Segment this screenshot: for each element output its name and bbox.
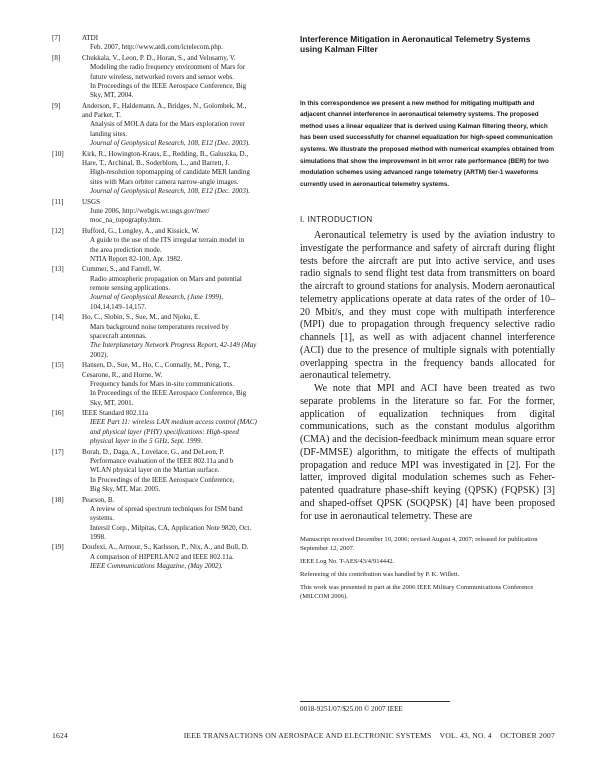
reference-number: [18]	[52, 495, 64, 504]
reference-number: [19]	[52, 543, 64, 552]
reference-line: Journal of Geophysical Research, 108, E12 (Dec. 2003).	[90, 187, 251, 196]
reference-line: Frequency bands for Mars in-situ communications.	[90, 379, 235, 388]
reference-item	[52, 102, 284, 149]
reference-number: [15]	[52, 361, 64, 370]
reference-item	[52, 54, 284, 101]
reference-item	[52, 543, 284, 571]
reference-list	[52, 34, 284, 573]
reference-line: spacecraft antennas.	[90, 331, 147, 340]
journal-line: IEEE TRANSACTIONS ON AEROSPACE AND ELECTRONIC SYSTEMS VOL. 43, NO. 4 OCTOBER 2007	[183, 731, 555, 740]
reference-number: [17]	[52, 447, 64, 456]
reference-number: [16]	[52, 409, 64, 418]
reference-line: Performance evaluation of the IEEE 802.11a and b	[90, 457, 234, 465]
reference-body	[82, 409, 284, 446]
reference-line: In Proceedings of the IEEE Aerospace Conference, Big	[90, 81, 247, 90]
reference-number: [14]	[52, 313, 64, 322]
reference-line: remote sensing applications.	[90, 284, 171, 293]
reference-body	[82, 54, 284, 101]
reference-authors: Kirk, R., Howington-Kraus, E., Redding, B., Galuszka, D., Hare, T., Archinal, B., Soderblom, L., and Barrett, J.	[82, 149, 249, 168]
reference-authors: ATDI	[82, 34, 99, 42]
reference-body	[82, 313, 284, 360]
abstract: In this correspondence we present a new method for mitigating multipath and adjacent channel interference in aeronautical telemetry systems. The proposed method uses a linear equalizer that is derived using Kalman filtering theory, which has been used successfully for channel equalization for high-speed communication systems. We illustrate the proposed method with numerical examples obtained from simulations that show the improvement in bit error rate performance (BER) for two modulation schemes using advanced range telemetry (ARTM) tier-1 waveforms currently used in aeronautical telemetry systems.	[300, 99, 555, 188]
reference-body	[82, 227, 284, 264]
reference-line: the area prediction mode.	[90, 245, 162, 254]
reference-line: In Proceedings of the IEEE Aerospace Conference, Big	[90, 389, 247, 398]
reference-line: Feb. 2007, http://www.atdi.com/ictelecom.php.	[90, 43, 224, 52]
article-column	[300, 34, 555, 605]
reference-item	[52, 150, 284, 197]
section-heading: I. INTRODUCTION	[300, 215, 373, 225]
reference-line: landing sites.	[90, 129, 128, 138]
copyright-line: 0018-9251/07/$25.00 © 2007 IEEE	[300, 701, 450, 713]
reference-body	[82, 361, 284, 408]
reference-item	[52, 198, 284, 226]
reference-authors: Pearson, B.	[82, 495, 115, 504]
page-footer	[52, 731, 555, 740]
footnote-presented: This work was presented in part at the 2006 IEEE Military Communications Conference (MILCOM 2006).	[300, 584, 534, 601]
reference-body	[82, 265, 284, 312]
reference-line: future wireless, networked rovers and sensor webs.	[90, 72, 235, 81]
reference-item	[52, 34, 284, 53]
reference-body	[82, 496, 284, 543]
reference-number: [10]	[52, 149, 64, 158]
reference-authors: USGS	[82, 197, 101, 206]
reference-body	[82, 34, 284, 53]
reference-body	[82, 448, 284, 495]
reference-body	[82, 150, 284, 197]
reference-number: [7]	[52, 34, 61, 42]
reference-line: A review of spread spectrum techniques for ISM band	[90, 504, 243, 513]
reference-item	[52, 361, 284, 408]
reference-line: June 2006, http://webgis.wr.usgs.gov/mer/	[90, 206, 210, 215]
page-number: 1624	[52, 731, 68, 740]
reference-line: A guide to the use of the ITS irregular terrain model in	[90, 236, 245, 245]
article-title: Interference Mitigation in Aeronautical Telemetry Systems using Kalman Filter	[300, 34, 531, 55]
reference-line: Sky, MT, 2001.	[90, 398, 134, 407]
reference-number: [12]	[52, 226, 64, 235]
reference-number: [9]	[52, 101, 61, 110]
reference-line: NTIA Report 82-100, Apr. 1982.	[90, 254, 183, 263]
reference-line: sites with Mars orbiter camera narrow-angle images.	[90, 177, 239, 186]
reference-line: 2002).	[90, 350, 109, 359]
body-paragraph-2: We note that MPI and ACI have been treated as two separate problems in the literature so far. For the former, application of equalization techniques from digital communications, such as the constant modulus algorithm (CMA) and the decision-feedback minimum mean square error (DF-MMSE) algorithm, to mitigate the effects of multipath propagation and reduce MPI was investigated in [2]. For the latter, improved digital modulation schemes such as Feher-patented quadrature phase-shift keying (QPSK) (FQPSK) [3] and shaped-offset QPSK (SOQPSK) [4] have been proposed for use in aeronautical telemetry. These are	[300, 383, 555, 522]
reference-authors: IEEE Standard 802.11a	[82, 409, 149, 418]
reference-line: WLAN physical layer on the Martian surface.	[90, 466, 220, 475]
reference-number: [13]	[52, 265, 64, 274]
reference-line: IEEE Communications Magazine, (May 2002).	[90, 562, 223, 571]
reference-number: [8]	[52, 53, 61, 62]
reference-authors: Borah, D., Daga, A., Lovelace, G., and DeLeon, P.	[82, 447, 225, 456]
reference-line: 104,14,149–14,157.	[90, 302, 147, 311]
reference-body	[82, 102, 284, 149]
reference-item	[52, 227, 284, 264]
reference-line: The Interplanetary Network Progress Report, 42-149 (May	[90, 341, 257, 350]
reference-line: IEEE Part 11: wireless LAN medium access control (MAC)	[90, 418, 257, 427]
reference-item	[52, 448, 284, 495]
reference-line: Intersil Corp., Milpitas, CA, Application Note 9820, Oct.	[90, 523, 252, 532]
reference-item	[52, 265, 284, 312]
footnotes	[300, 535, 555, 601]
reference-line: Radio atmospheric propagation on Mars and potential	[90, 274, 242, 283]
reference-line: In Proceedings of the IEEE Aerospace Conference,	[90, 475, 235, 484]
reference-authors: Chukkala, V., Leon, P. D., Horan, S., and Velusamy, V.	[82, 53, 236, 62]
reference-authors: Doufexi, A., Armour, S., Karlsson, P., Nix, A., and Bull, D.	[82, 543, 249, 552]
body-paragraph-1: Aeronautical telemetry is used by the aviation industry to investigate the performance and safety of aircraft during flight tests before the aircraft are put into active service, and uses radio signals to send flight test data from transmitters on board the aircraft to ground stations for analysis. Modern aeronautical telemetry applications operate at data rates of the order of 10–20 Mbit/s, and they must cope with multipath interference (MPI) due to propagation through frequency selective radio channels [1], as well as with adjacent channel interference (ACI) due to the presence of multiple signals with potentially overlapping spectra in the frequency bands allocated for aeronautical telemetry.	[300, 230, 555, 382]
reference-line: systems.	[90, 514, 115, 523]
reference-line: Journal of Geophysical Research, 108, E12 (Dec. 2003).	[90, 139, 251, 148]
footnote-referee: Refereeing of this contribution was handled by P. K. Willett.	[300, 571, 460, 579]
reference-line: Big Sky, MT, Mar. 2005.	[90, 485, 161, 494]
reference-line: Journal of Geophysical Research, (June 1999),	[90, 293, 224, 302]
reference-authors: Anderson, F., Haldemann, A., Bridges, N., Golombek, M., and Parker, T.	[82, 101, 247, 120]
reference-line: and physical layer (PHY) specifications: High-speed	[90, 427, 239, 436]
reference-line: High-resolution topomapping of candidate MER landing	[90, 168, 250, 177]
reference-number: [11]	[52, 197, 64, 206]
reference-line: Analysis of MOLA data for the Mars exploration rover	[90, 120, 245, 129]
reference-item	[52, 409, 284, 446]
reference-line: physical layer in the 5 GHz, Sept. 1999.	[90, 437, 203, 446]
reference-authors: Cummer, S., and Farrell, W.	[82, 265, 161, 274]
footnote-log: IEEE Log No. T-AES/43/4/914442.	[300, 558, 395, 566]
footnote-manuscript: Manuscript received December 10, 2006; revised August 4, 2007; released for publication September 12, 2007.	[300, 536, 538, 553]
reference-line: Modeling the radio frequency environment of Mars for	[90, 63, 246, 72]
reference-body	[82, 543, 284, 571]
reference-line: moc_na_topography.htm.	[90, 216, 162, 225]
reference-line: Mars background noise temperatures received by	[90, 322, 229, 331]
reference-item	[52, 313, 284, 360]
reference-body	[82, 198, 284, 226]
reference-line: Sky, MT, 2004.	[90, 91, 134, 100]
reference-line: 1998.	[90, 532, 106, 541]
reference-authors: Ho, C., Slobin, S., Sue, M., and Njoku, E.	[82, 313, 201, 322]
reference-item	[52, 496, 284, 543]
reference-authors: Hufford, G., Longley, A., and Kissick, W.	[82, 226, 200, 235]
reference-line: A comparison of HIPERLAN/2 and IEEE 802.11a.	[90, 552, 234, 561]
reference-authors: Hansen, D., Sue, M., Ho, C., Connally, M., Peng, T., Cesarone, R., and Horne, W.	[82, 361, 231, 379]
